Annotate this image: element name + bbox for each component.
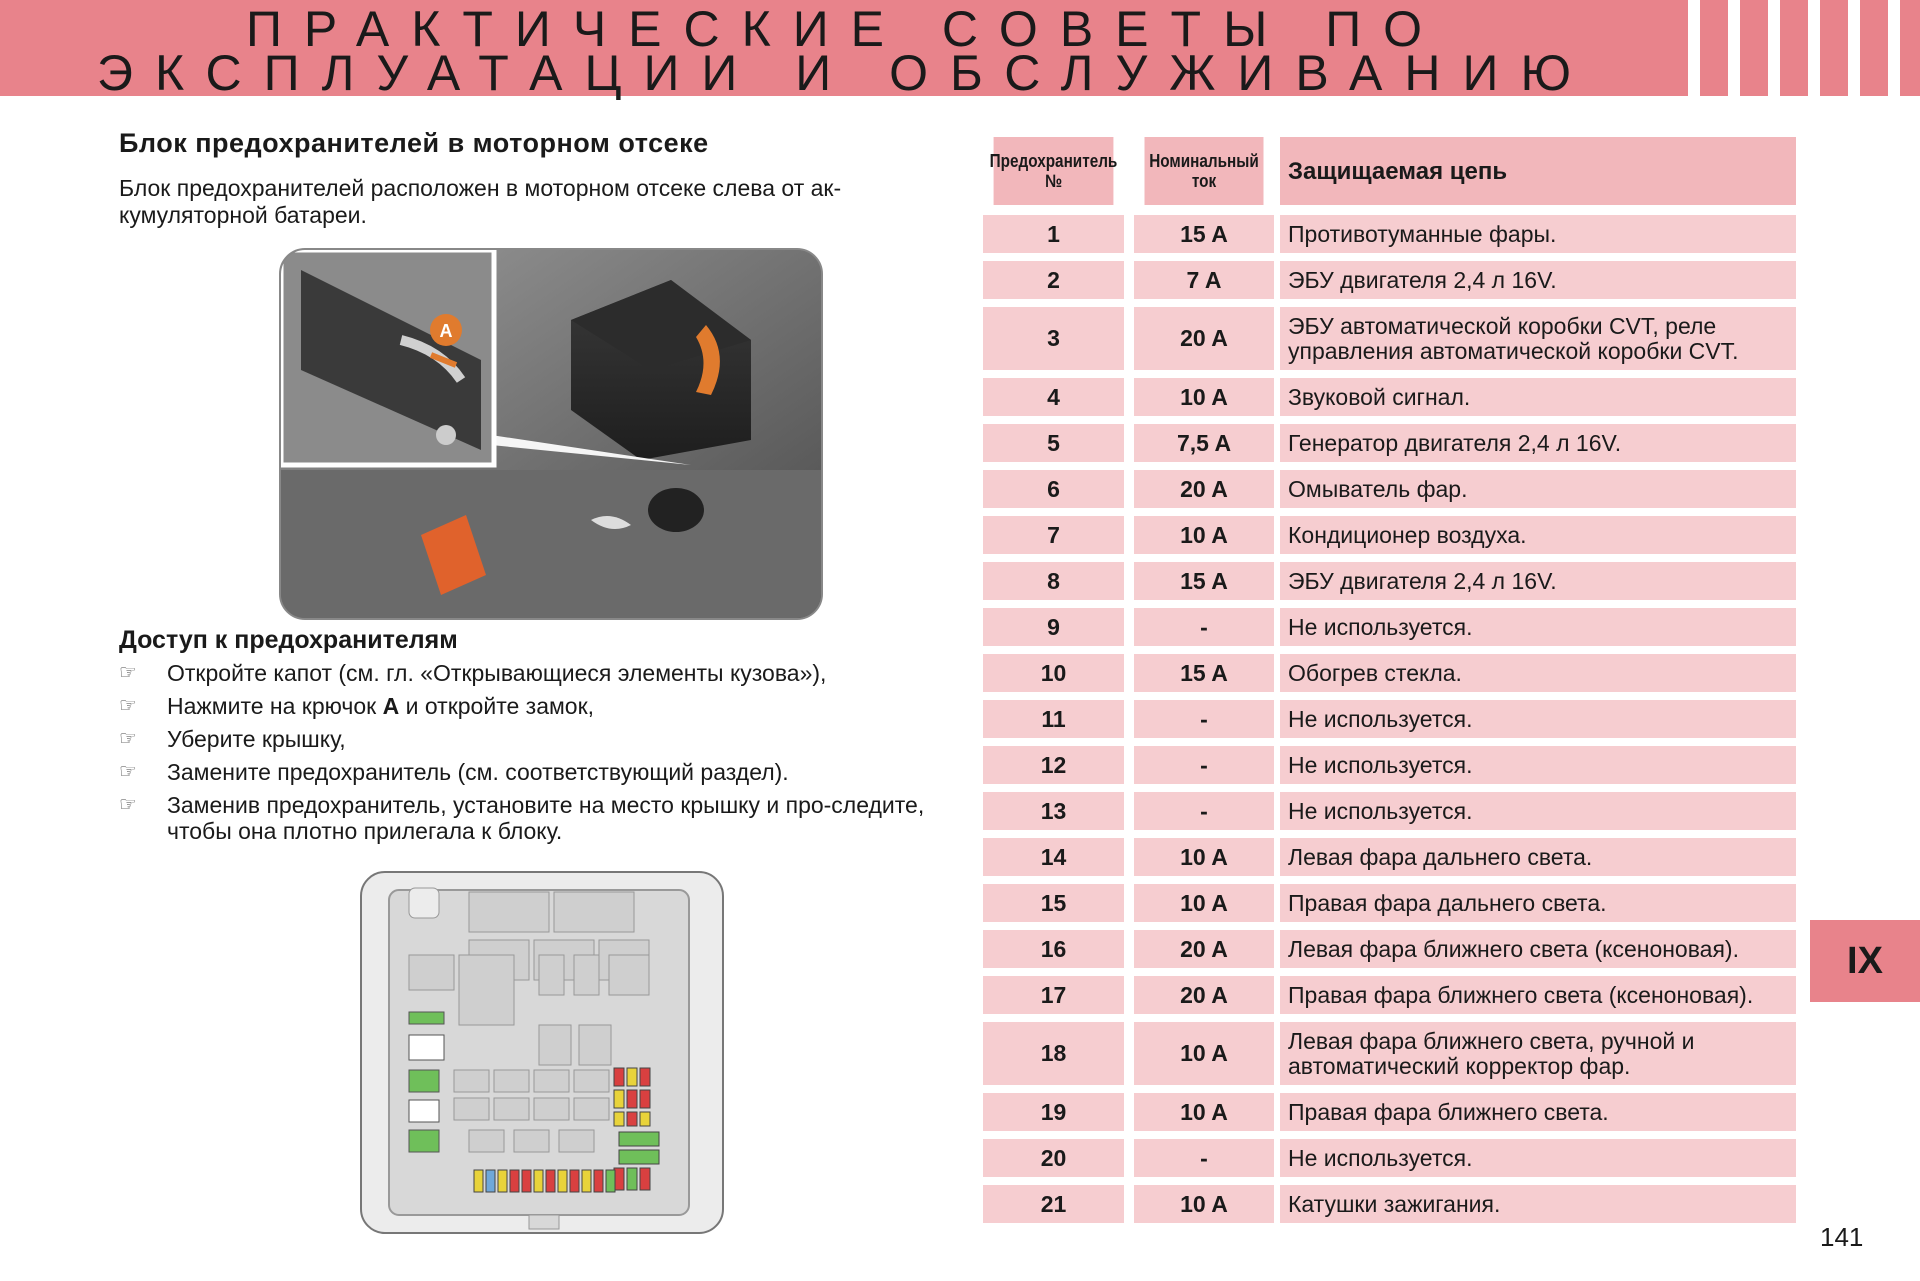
step-text-post: и откройте замок, bbox=[399, 693, 595, 719]
fuse-number-cell: 10 bbox=[983, 654, 1124, 692]
protected-circuit-cell: ЭБУ двигателя 2,4 л 16V. bbox=[1280, 261, 1796, 299]
fuse-number-cell: 7 bbox=[983, 516, 1124, 554]
table-header-row bbox=[983, 137, 1796, 205]
table-row bbox=[983, 1093, 1796, 1131]
table-row bbox=[983, 654, 1796, 692]
section-intro: Блок предохранителей расположен в моторном отсеке слева от ак-кумуляторной батареи. bbox=[119, 175, 842, 228]
protected-circuit-cell: Не используется. bbox=[1280, 700, 1796, 738]
step-text: Замените предохранитель (см. соответствующий раздел). bbox=[167, 759, 789, 785]
table-row bbox=[983, 307, 1796, 370]
rated-current-cell: 10 A bbox=[1134, 884, 1274, 922]
header-stripe bbox=[1688, 0, 1700, 96]
header-rated-current: Номинальный ток bbox=[1145, 137, 1264, 205]
fuse-number-cell: 2 bbox=[983, 261, 1124, 299]
list-item bbox=[119, 660, 939, 686]
rated-current-cell: 15 A bbox=[1134, 562, 1274, 600]
protected-circuit-cell: Противотуманные фары. bbox=[1280, 215, 1796, 253]
protected-circuit-cell: Не используется. bbox=[1280, 1139, 1796, 1177]
header-stripe bbox=[1728, 0, 1740, 96]
fuse-number-cell: 12 bbox=[983, 746, 1124, 784]
step-text-pre: Нажмите на крючок bbox=[167, 693, 383, 719]
rated-current-cell: 10 A bbox=[1134, 516, 1274, 554]
rated-current-cell: - bbox=[1134, 700, 1274, 738]
table-row bbox=[983, 261, 1796, 299]
hand-pointer-icon: ☞ bbox=[119, 761, 137, 783]
protected-circuit-cell: Не используется. bbox=[1280, 792, 1796, 830]
rated-current-cell: - bbox=[1134, 1139, 1274, 1177]
step-text: Заменив предохранитель, установите на место крышку и про-следите, чтобы она плотно прилегала к блоку. bbox=[167, 792, 925, 844]
protected-circuit-cell: Правая фара дальнего света. bbox=[1280, 884, 1796, 922]
table-row bbox=[983, 516, 1796, 554]
fuse-number-cell: 18 bbox=[983, 1022, 1124, 1085]
table-row bbox=[983, 976, 1796, 1014]
rated-current-cell: - bbox=[1134, 608, 1274, 646]
rated-current-cell: 15 A bbox=[1134, 215, 1274, 253]
rated-current-cell: 10 A bbox=[1134, 1185, 1274, 1223]
table-row bbox=[983, 930, 1796, 968]
header-title-line1: ПРАКТИЧЕСКИЕ СОВЕТЫ ПО bbox=[245, 1, 1445, 57]
access-steps-list bbox=[119, 660, 939, 851]
table-row bbox=[983, 608, 1796, 646]
header-fuse-number: Предохранитель № bbox=[994, 137, 1114, 205]
rated-current-cell: 7,5 A bbox=[1134, 424, 1274, 462]
fuse-number-cell: 11 bbox=[983, 700, 1124, 738]
rated-current-cell: 7 A bbox=[1134, 261, 1274, 299]
step-text: Уберите крышку, bbox=[167, 726, 346, 752]
protected-circuit-cell: Левая фара дальнего света. bbox=[1280, 838, 1796, 876]
protected-circuit-cell: Не используется. bbox=[1280, 608, 1796, 646]
fuse-number-cell: 6 bbox=[983, 470, 1124, 508]
list-item bbox=[119, 693, 939, 719]
engine-bay-photo bbox=[279, 248, 823, 620]
marker-a-label: A bbox=[439, 321, 453, 341]
list-item bbox=[119, 792, 939, 844]
table-row bbox=[983, 792, 1796, 830]
page-number: 141 bbox=[1820, 1222, 1864, 1252]
section-title: Блок предохранителей в моторном отсеке bbox=[119, 128, 709, 158]
rated-current-cell: 20 A bbox=[1134, 976, 1274, 1014]
header-title-line2: ЭКСПЛУАТАЦИИ И ОБСЛУЖИВАНИЮ bbox=[97, 45, 1593, 101]
table-row bbox=[983, 1022, 1796, 1085]
table-row bbox=[983, 215, 1796, 253]
fuse-number-cell: 14 bbox=[983, 838, 1124, 876]
fuse-number-cell: 1 bbox=[983, 215, 1124, 253]
table-row bbox=[983, 424, 1796, 462]
fuse-number-cell: 15 bbox=[983, 884, 1124, 922]
fuse-table bbox=[983, 137, 1796, 1231]
rated-current-cell: 10 A bbox=[1134, 1093, 1274, 1131]
header-stripe bbox=[1848, 0, 1860, 96]
rated-current-cell: 15 A bbox=[1134, 654, 1274, 692]
hand-pointer-icon: ☞ bbox=[119, 662, 137, 684]
step-text: Откройте капот (см. гл. «Открывающиеся элементы кузова»), bbox=[167, 660, 827, 686]
fuse-number-cell: 16 bbox=[983, 930, 1124, 968]
step-text-bold: A bbox=[382, 693, 400, 719]
table-row bbox=[983, 884, 1796, 922]
rated-current-cell: 20 A bbox=[1134, 307, 1274, 370]
rated-current-cell: 10 A bbox=[1134, 1022, 1274, 1085]
fuse-number-cell: 5 bbox=[983, 424, 1124, 462]
table-row bbox=[983, 838, 1796, 876]
hand-pointer-icon: ☞ bbox=[119, 728, 137, 750]
header-stripe bbox=[1888, 0, 1900, 96]
chapter-tab: IX bbox=[1810, 920, 1920, 1002]
header-protected-circuit: Защищаемая цепь bbox=[1280, 137, 1796, 205]
fuse-number-cell: 13 bbox=[983, 792, 1124, 830]
fuse-number-cell: 20 bbox=[983, 1139, 1124, 1177]
protected-circuit-cell: Омыватель фар. bbox=[1280, 470, 1796, 508]
fuse-number-cell: 21 bbox=[983, 1185, 1124, 1223]
table-row bbox=[983, 1185, 1796, 1223]
table-row bbox=[983, 746, 1796, 784]
header-stripe bbox=[1808, 0, 1820, 96]
protected-circuit-cell: Правая фара ближнего света. bbox=[1280, 1093, 1796, 1131]
protected-circuit-cell: ЭБУ двигателя 2,4 л 16V. bbox=[1280, 562, 1796, 600]
rated-current-cell: 10 A bbox=[1134, 838, 1274, 876]
protected-circuit-cell: Правая фара ближнего света (ксеноновая). bbox=[1280, 976, 1796, 1014]
rated-current-cell: - bbox=[1134, 746, 1274, 784]
table-row bbox=[983, 378, 1796, 416]
fuse-number-cell: 4 bbox=[983, 378, 1124, 416]
fuse-number-cell: 9 bbox=[983, 608, 1124, 646]
protected-circuit-cell: Обогрев стекла. bbox=[1280, 654, 1796, 692]
page-header-band bbox=[0, 0, 1920, 101]
fuse-box-diagram bbox=[359, 870, 725, 1235]
protected-circuit-cell: Не используется. bbox=[1280, 746, 1796, 784]
access-title: Доступ к предохранителям bbox=[119, 626, 458, 654]
rated-current-cell: 20 A bbox=[1134, 470, 1274, 508]
section-block bbox=[119, 128, 939, 229]
protected-circuit-cell: Звуковой сигнал. bbox=[1280, 378, 1796, 416]
list-item bbox=[119, 726, 939, 752]
hand-pointer-icon: ☞ bbox=[119, 794, 137, 816]
fuse-number-cell: 3 bbox=[983, 307, 1124, 370]
rated-current-cell: 20 A bbox=[1134, 930, 1274, 968]
protected-circuit-cell: ЭБУ автоматической коробки CVT, реле управления автоматической коробки CVT. bbox=[1280, 307, 1796, 370]
protected-circuit-cell: Левая фара ближнего света, ручной и автоматический корректор фар. bbox=[1280, 1022, 1796, 1085]
fuse-number-cell: 19 bbox=[983, 1093, 1124, 1131]
rated-current-cell: - bbox=[1134, 792, 1274, 830]
protected-circuit-cell: Генератор двигателя 2,4 л 16V. bbox=[1280, 424, 1796, 462]
protected-circuit-cell: Левая фара ближнего света (ксеноновая). bbox=[1280, 930, 1796, 968]
table-row bbox=[983, 700, 1796, 738]
header-stripe bbox=[1768, 0, 1780, 96]
table-row bbox=[983, 470, 1796, 508]
protected-circuit-cell: Катушки зажигания. bbox=[1280, 1185, 1796, 1223]
hand-pointer-icon: ☞ bbox=[119, 695, 137, 717]
list-item bbox=[119, 759, 939, 785]
table-row bbox=[983, 1139, 1796, 1177]
table-row bbox=[983, 562, 1796, 600]
protected-circuit-cell: Кондиционер воздуха. bbox=[1280, 516, 1796, 554]
fuse-number-cell: 8 bbox=[983, 562, 1124, 600]
rated-current-cell: 10 A bbox=[1134, 378, 1274, 416]
fuse-number-cell: 17 bbox=[983, 976, 1124, 1014]
